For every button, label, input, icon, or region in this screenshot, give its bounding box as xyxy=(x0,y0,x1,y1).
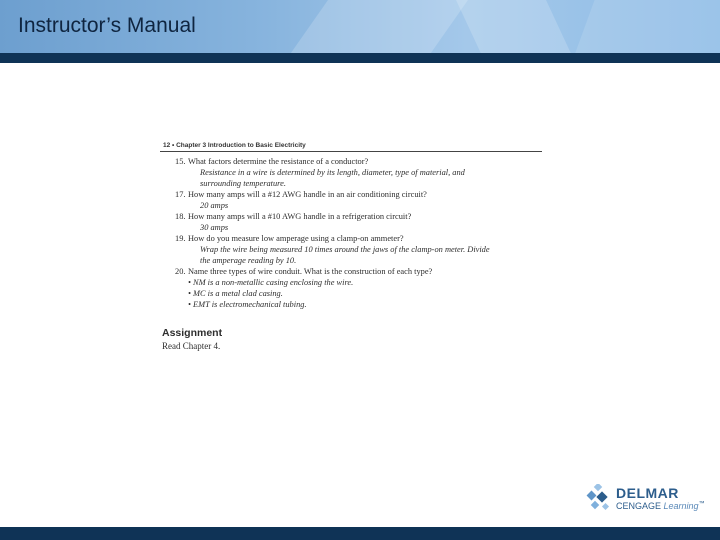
question xyxy=(160,156,542,167)
question xyxy=(160,211,542,222)
document-page xyxy=(160,142,542,310)
logo-mark-icon xyxy=(586,484,614,512)
question-text: Name three types of wire conduit. What is the construction of each type? xyxy=(188,267,433,276)
page-header: 12 • Chapter 3 Introduction to Basic Electricity xyxy=(160,142,542,152)
question xyxy=(160,189,542,200)
logo-trademark: ™ xyxy=(698,501,705,507)
assignment-text: Read Chapter 4. xyxy=(162,341,221,351)
answer-text: Resistance in a wire is determined by its length, diameter, type of material, and surrounding temperature. xyxy=(200,168,465,188)
question-list xyxy=(160,156,542,310)
logo-name: DELMAR xyxy=(616,485,679,501)
question-text: How do you measure low amperage using a clamp-on ammeter? xyxy=(188,234,404,243)
question-text: How many amps will a #12 AWG handle in an air conditioning circuit? xyxy=(188,190,427,199)
header-banner xyxy=(0,0,720,53)
question-number: 17. xyxy=(175,190,186,199)
answer-bullet: • EMT is electromechanical tubing. xyxy=(188,300,307,309)
delmar-cengage-logo xyxy=(586,484,716,514)
header-divider-bar xyxy=(0,53,720,63)
question-number: 19. xyxy=(175,234,186,243)
question-number: 18. xyxy=(175,212,186,221)
answer-text: Wrap the wire being measured 10 times around the jaws of the clamp-on meter. Divide the amperage reading by 10. xyxy=(200,245,490,265)
question-text: How many amps will a #10 AWG handle in a refrigeration circuit? xyxy=(188,212,412,221)
answer-bullet-list xyxy=(160,277,542,310)
question-number: 15. xyxy=(175,157,186,166)
header-title: Instructor’s Manual xyxy=(18,14,196,37)
question xyxy=(160,266,542,277)
logo-sub-cengage: CENGAGE xyxy=(616,501,662,511)
question-number: 20. xyxy=(175,267,186,276)
footer-bar xyxy=(0,527,720,540)
question-text: What factors determine the resistance of a conductor? xyxy=(188,157,369,166)
logo-subtitle xyxy=(616,501,705,511)
logo-sub-learning: Learning xyxy=(663,501,699,511)
answer-text: 30 amps xyxy=(200,223,229,232)
assignment-heading: Assignment xyxy=(162,327,223,339)
answer-bullet: • MC is a metal clad casing. xyxy=(188,289,283,298)
answer-text: 20 amps xyxy=(200,201,229,210)
answer-bullet: • NM is a non-metallic casing enclosing the wire. xyxy=(188,278,354,287)
question xyxy=(160,233,542,244)
